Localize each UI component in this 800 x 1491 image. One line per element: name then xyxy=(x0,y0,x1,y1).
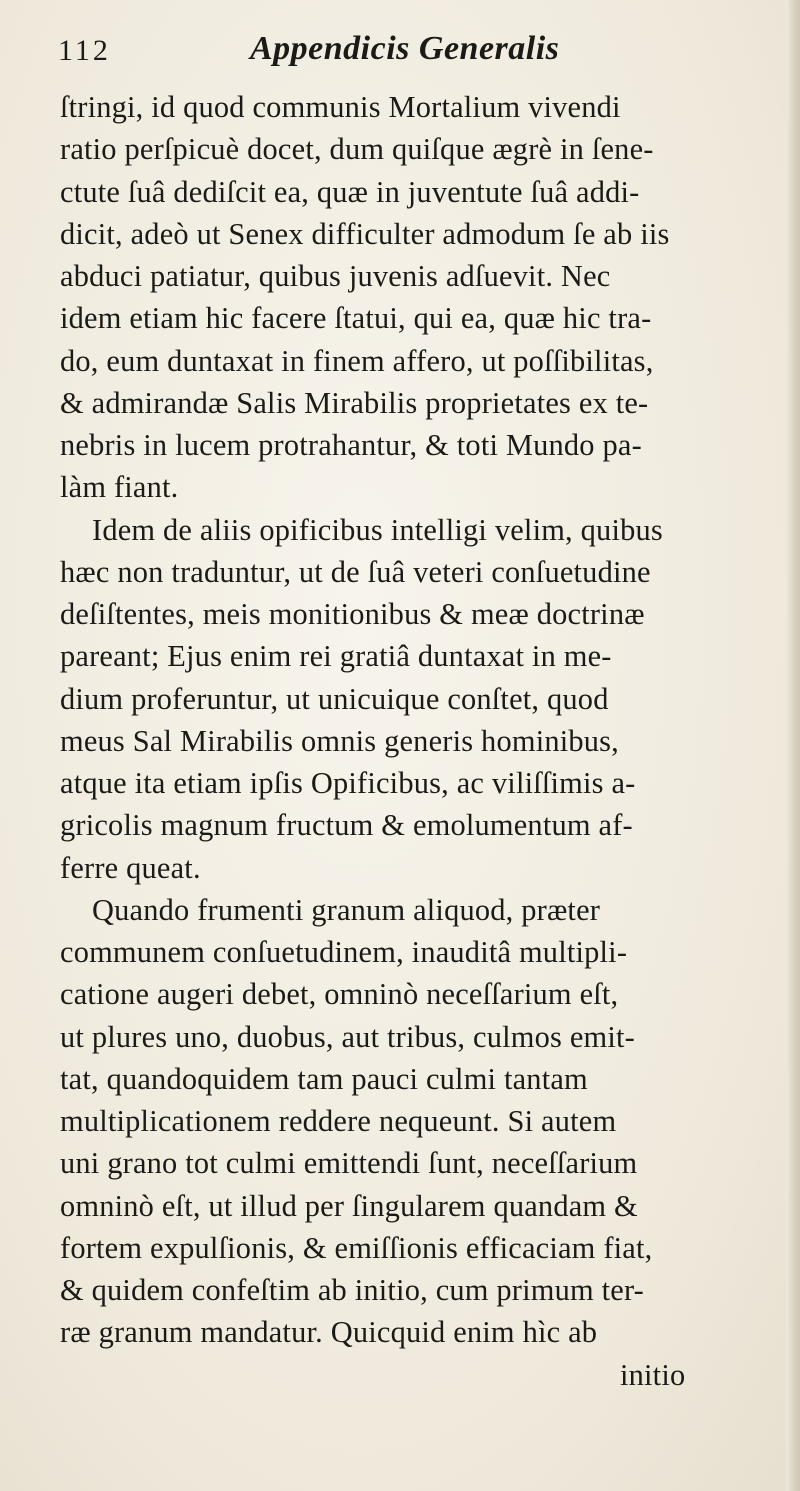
text-line: ut plures uno, duobus, aut tribus, culmos emit- xyxy=(60,1019,635,1054)
text-line: làm fiant. xyxy=(60,470,179,505)
text-line: dium proferuntur, ut unicuique conſtet, quod xyxy=(60,681,609,716)
text-line: Idem de aliis opificibus intelligi velim, quibus xyxy=(92,512,663,547)
text-line: ctute ſuâ dediſcit ea, quæ in juventute ſuâ addi- xyxy=(60,174,640,209)
text-line: ferre queat. xyxy=(60,850,201,885)
text-line: & admirandæ Salis Mirabilis proprietates ex te- xyxy=(60,385,649,420)
text-line: meus Sal Mirabilis omnis generis hominibus, xyxy=(60,723,619,758)
text-line: ræ granum mandatur. Quicquid enim hìc ab xyxy=(60,1315,598,1350)
text-line: communem conſuetudinem, inauditâ multipli- xyxy=(60,935,628,969)
text-line: deſiſtentes, meis monitionibus & meæ doctrinæ xyxy=(60,597,645,631)
text-line: catione augeri debet, omninò neceſſarium eſt, xyxy=(60,977,619,1012)
text-line: Quando frumenti granum aliquod, præter xyxy=(92,892,601,927)
paragraph xyxy=(60,86,796,509)
text-line: nebris in lucem protrahantur, & toti Mundo pa- xyxy=(60,428,642,462)
text-line: idem etiam hic facere ſtatui, qui ea, quæ hic tra- xyxy=(60,301,652,336)
text-line: dicit, adeò ut Senex difficulter admodum ſe ab iis xyxy=(60,216,670,251)
text-line: do, eum duntaxat in finem affero, ut poſſibilitas, xyxy=(60,343,654,378)
text-line: tat, quandoquidem tam pauci culmi tantam xyxy=(60,1061,588,1096)
running-head: Appendicis Generalis xyxy=(250,30,560,67)
text-line: pareant; Ejus enim rei gratiâ duntaxat in me- xyxy=(60,639,612,674)
paragraph xyxy=(60,509,796,889)
text-line: atque ita etiam ipſis Opificibus, ac viliſſimis a- xyxy=(60,766,636,800)
text-line: hæc non traduntur, ut de ſuâ veteri conſuetudine xyxy=(60,554,651,589)
text-line: fortem expulſionis, & emiſſionis efficaciam fiat, xyxy=(60,1230,653,1265)
text-line: ſtringi, id quod communis Mortalium vivendi xyxy=(60,90,621,124)
text-line: abduci patiatur, quibus juvenis adſuevit. Nec xyxy=(60,259,611,293)
text-line: uni grano tot culmi emittendi ſunt, neceſſarium xyxy=(60,1146,638,1181)
text-line: & quidem confeſtim ab initio, cum primum ter- xyxy=(60,1273,645,1307)
text-line: gricolis magnum fructum & emolumentum af- xyxy=(60,808,633,843)
paragraph xyxy=(60,889,796,1354)
text-line: omninò eſt, ut illud per ſingularem quandam & xyxy=(60,1188,638,1223)
catchword: initio xyxy=(620,1357,686,1392)
body-text xyxy=(60,86,796,1396)
page-number: 112 xyxy=(58,34,111,67)
page-header xyxy=(58,30,758,74)
text-line: ratio perſpicuè docet, dum quiſque ægrè in ſene- xyxy=(60,132,654,167)
text-line: multiplicationem reddere nequeunt. Si autem xyxy=(60,1104,617,1138)
